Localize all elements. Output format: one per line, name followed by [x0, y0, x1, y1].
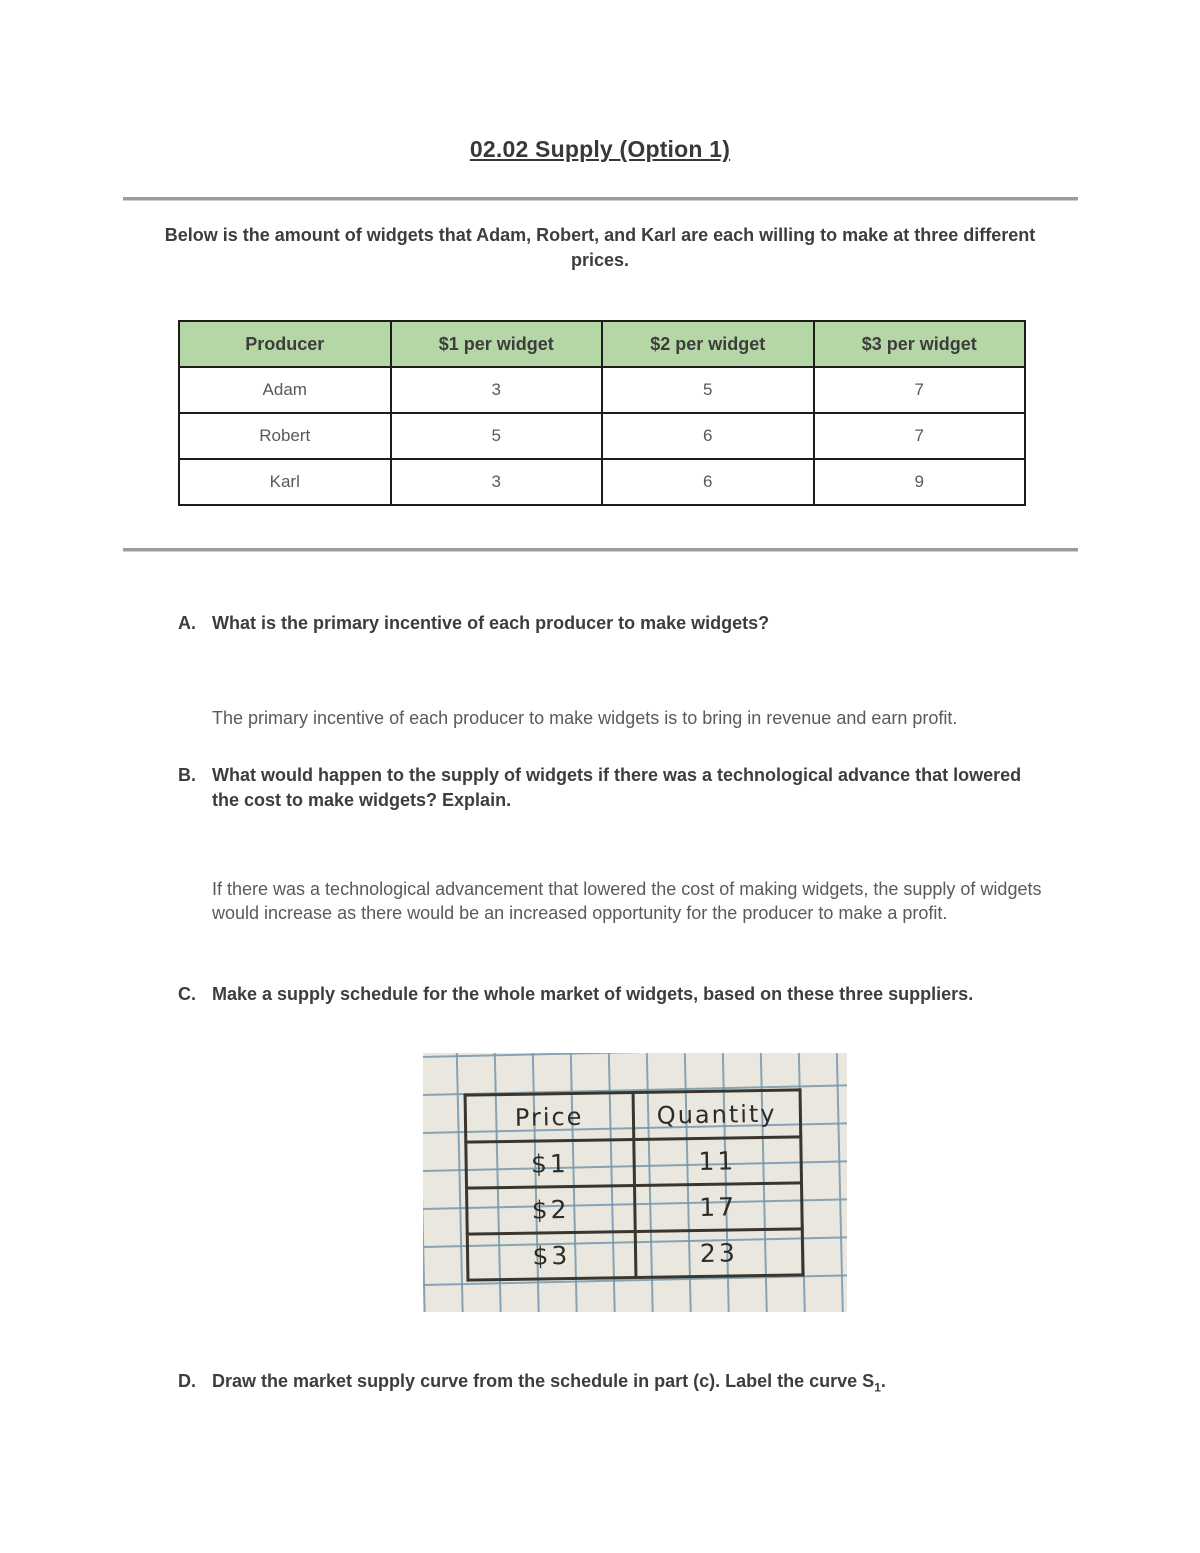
question-a-text: What is the primary incentive of each producer to make widgets? — [212, 613, 770, 633]
question-d-subscript: 1 — [874, 1380, 881, 1395]
question-d-label: D. — [178, 1371, 196, 1391]
col-header-price-3: $3 per widget — [814, 321, 1026, 367]
quantity-cell: 3 — [391, 459, 603, 505]
quantity-cell: 6 — [602, 459, 814, 505]
question-c-label: C. — [178, 984, 196, 1004]
hand-price-cell: $1 — [466, 1140, 634, 1189]
quantity-cell: 7 — [814, 367, 1026, 413]
hand-table-row — [466, 1137, 802, 1188]
question-d — [178, 1369, 1044, 1401]
page-title: 02.02 Supply (Option 1) — [469, 136, 731, 162]
table-row — [179, 367, 1025, 413]
question-c — [178, 982, 1044, 1007]
question-b-label: B. — [178, 765, 196, 785]
quantity-cell: 9 — [814, 459, 1026, 505]
question-d-text-end: . — [880, 1371, 886, 1391]
quantity-cell: 5 — [391, 413, 603, 459]
quantity-cell: 5 — [602, 367, 814, 413]
hand-price-cell: $3 — [467, 1231, 635, 1280]
col-header-price-2: $2 per widget — [602, 321, 814, 367]
hand-table-row — [467, 1229, 803, 1280]
hand-col-header-price: Price — [465, 1093, 633, 1143]
table-row — [179, 459, 1025, 505]
hand-table-header-row — [465, 1090, 801, 1142]
answer-a-text: The primary incentive of each producer to make widgets is to bring in revenue and earn profit. — [212, 708, 958, 728]
handwritten-supply-schedule — [464, 1088, 805, 1281]
hand-price-cell: $2 — [467, 1186, 635, 1235]
table-row — [179, 413, 1025, 459]
hand-col-header-quantity: Quantity — [633, 1090, 801, 1140]
hand-quantity-cell: 17 — [634, 1183, 802, 1232]
supply-schedule-photo — [423, 1053, 847, 1312]
quantity-cell: 3 — [391, 367, 603, 413]
question-a — [178, 611, 1044, 636]
question-b — [178, 763, 1044, 813]
producer-name: Robert — [179, 413, 391, 459]
hand-table-row — [467, 1183, 803, 1234]
divider-top — [123, 197, 1078, 201]
question-b-text: What would happen to the supply of widgets if there was a technological advance that lowered the cost to make widgets? Explain. — [212, 765, 1022, 810]
producer-table-header-row — [179, 321, 1025, 367]
producer-name: Karl — [179, 459, 391, 505]
intro-text: Below is the amount of widgets that Adam, Robert, and Karl are each willing to make at three different prices. — [164, 225, 1036, 270]
quantity-cell: 6 — [602, 413, 814, 459]
quantity-cell: 7 — [814, 413, 1026, 459]
producer-table — [178, 320, 1026, 506]
hand-quantity-cell: 23 — [635, 1229, 803, 1278]
question-d-text-main: Draw the market supply curve from the schedule in part (c). Label the curve S — [212, 1371, 875, 1391]
question-d-text — [212, 1369, 1044, 1401]
producer-name: Adam — [179, 367, 391, 413]
answer-b-text: If there was a technological advancement that lowered the cost of making widgets, the supply of widgets would increase as there would be an increased opportunity for the producer to make a profit. — [212, 879, 1042, 923]
col-header-price-1: $1 per widget — [391, 321, 603, 367]
question-c-text: Make a supply schedule for the whole market of widgets, based on these three suppliers. — [212, 984, 974, 1004]
col-header-producer: Producer — [179, 321, 391, 367]
question-a-label: A. — [178, 613, 196, 633]
hand-quantity-cell: 11 — [633, 1137, 801, 1186]
divider-middle — [123, 548, 1078, 552]
